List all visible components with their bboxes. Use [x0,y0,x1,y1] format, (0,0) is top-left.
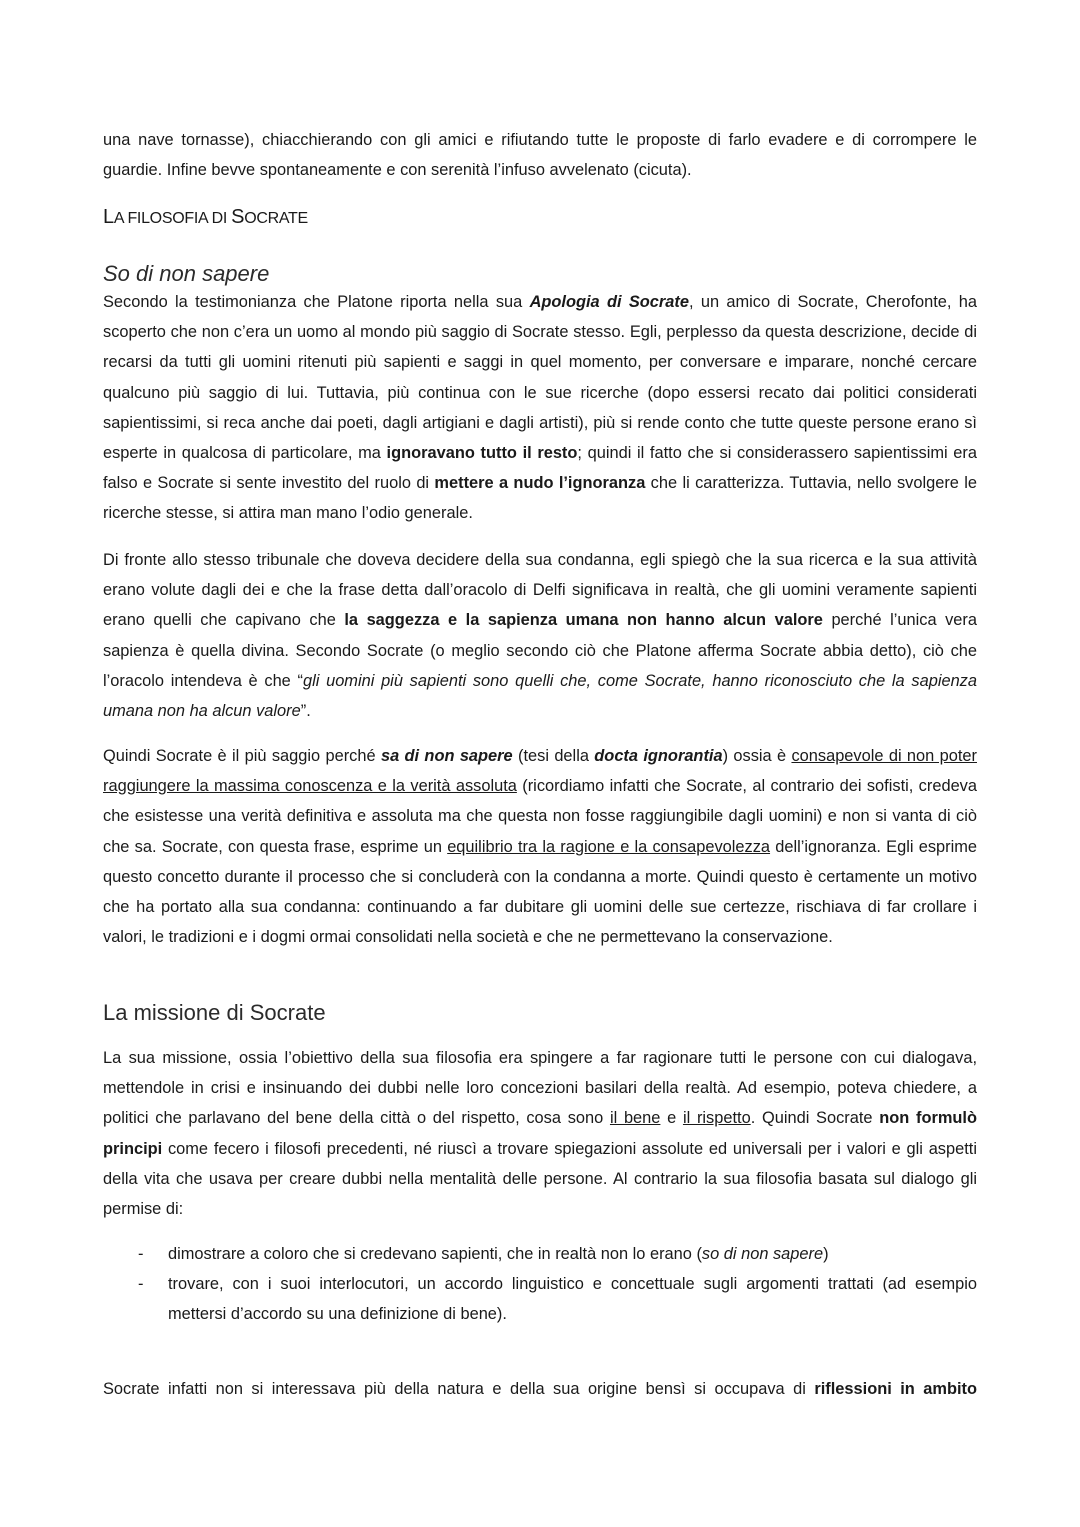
text-span: ) [823,1245,829,1263]
paragraph-tribunale [103,545,977,726]
intro-text: una nave tornasse), chiacchierando con gli amici e rifiutando tutte le proposte di farlo evadere e di corrompere le guardie. Infine bevve spontaneamente e con serenità l’infuso avvelenato (cicuta). [103,131,977,180]
text-span: Socrate infatti non si interessava più della natura e della sua origine bensì si occupava di [103,1380,815,1398]
text-span: . Quindi Socrate [750,1109,880,1128]
text-span: Secondo la testimonianza che Platone riporta nella sua [103,293,530,311]
section-title-part2-small: OCRATE [244,210,308,227]
italic-span: so di non sapere [701,1245,824,1263]
text-span: dimostrare a coloro che si credevano sapienti, che in realtà non lo erano ( [168,1245,702,1263]
dash-bullet: - [138,1245,144,1263]
section-title-part1-small: A FILOSOFIA DI [113,210,232,227]
dash-bullet: - [138,1275,144,1294]
bold-italic-span: Apologia di Socrate [529,293,689,311]
underlined-span: equilibrio tra la ragione e la consapevolezza [447,837,771,856]
paragraph-apologia [103,287,977,529]
text-span: ”. [300,702,311,721]
text-span: La sua missione, ossia l’obiettivo della sua filosofia era spingere a far ragionare tutti le persone con cui dialogava, mettendole in crisi e insinuando dei dubbi nelle loro concezioni basilari della realtà. Ad esempio, poteva chiedere, a politici che parlavano del bene della città o del rispetto, cosa sono [103,1049,977,1128]
bold-span: la saggezza e la sapienza umana non hanno alcun valore [344,611,823,630]
bullet-list [103,1239,977,1330]
section-title-part1-big: L [103,206,114,228]
underlined-span: il bene [609,1109,661,1128]
bold-span: riflessioni in ambito [814,1380,977,1398]
paragraph-riflessioni [103,1374,977,1404]
intro-paragraph [103,125,977,185]
text-span: (ricordiamo infatti che Socrate, al contrario dei sofisti, credeva che esistesse una verità definitiva e assoluta ma che questa non fosse raggiungibile dagli uomini) e non si vanta di ciò che sa. Socrate, con questa frase, esprime un [103,777,977,856]
text-span: Quindi Socrate è il più saggio perché [103,747,381,765]
underlined-span: il rispetto [682,1109,751,1128]
paragraph-missione [103,1043,977,1224]
bold-span: ignoravano tutto il resto [386,444,578,463]
bold-span: non formulò principi [103,1109,977,1158]
text-span: Di fronte allo stesso tribunale che doveva decidere della sua condanna, egli spiegò che la sua ricerca e la sua attività erano volute dagli dei e che la frase detta dall’oracolo di Delfi significava in realtà, che gli uomini veramente sapienti erano quelli che capivano che [103,551,977,630]
bold-italic-span: docta ignorantia [594,747,723,765]
subheading-missione: La missione di Socrate [103,1000,326,1025]
list-item [103,1269,977,1329]
paragraph-docta-ignorantia [103,741,977,952]
subheading-so-di-non-sapere: So di non sapere [103,261,270,286]
section-title-part2-big: S [231,206,245,228]
text-span: ; quindi il fatto che si considerassero sapientissimi era falso e Socrate si sente investito del ruolo di [103,444,977,493]
text-span: come fecero i filosofi precedenti, né riuscì a trovare spiegazioni assolute ed universali per i valori e gli aspetti della vita che usava per creare dubbi nella mentalità delle persone. Al contrario la sua filosofia basata sul dialogo gli permise di: [103,1139,977,1219]
bold-italic-span: sa di non sapere [380,747,513,765]
bold-span: mettere a nudo l’ignoranza [434,474,646,493]
text-span: (tesi della [512,747,595,765]
text-span: , un amico di Socrate, Cherofonte, ha scoperto che non c’era un uomo al mondo più saggio di Socrate stesso. Egli, perplesso da questa descrizione, decide di recarsi da tutti gli uomini ritenuti più sapienti e saggi in quel momento, per conversare e imparare, nonché cercare qualcuno più saggio di lui. Tuttavia, più continua con le sue ricerche (dopo essersi recato dai politici considerati sapientissimi, si reca anche dai poeti, dagli artigiani e dagli artisti), più si rende conto che tutte queste persone erano sì esperte in qualcosa di particolare, ma [103,293,977,463]
list-item [103,1239,977,1269]
italic-quote: gli uomini più sapienti sono quelli che, come Socrate, hanno riconosciuto che la sapienza umana non ha alcun valore [103,671,977,721]
underlined-span: consapevole di non poter raggiungere la massima conoscenza e la verità assoluta [103,747,977,796]
text-span: ) ossia è [722,747,792,765]
text-span: e [660,1109,683,1128]
section-title [103,206,308,229]
text-span: trovare, con i suoi interlocutori, un accordo linguistico e concettuale sugli argomenti trattati (ad esempio mettersi d’accordo su una definizione di bene). [168,1275,977,1324]
text-span: dell’ignoranza. Egli esprime questo concetto durante il processo che si concluderà con la condanna a morte. Quindi questo è certamente un motivo che ha portato alla sua condanna: continuando a far dubitare gli uomini delle sue certezze, rischiava di far crollare i valori, le tradizioni e i dogmi ormai consolidati nella società e che ne permettevano la conservazione. [103,837,978,947]
text-span: che li caratterizza. Tuttavia, nello svolgere le ricerche stesse, si attira man mano l’odio generale. [103,474,977,523]
text-span: perché l’unica vera sapienza è quella divina. Secondo Socrate (o meglio secondo ciò che Platone afferma Socrate abbia detto), ciò che l’oracolo intendeva è che “ [103,611,977,690]
